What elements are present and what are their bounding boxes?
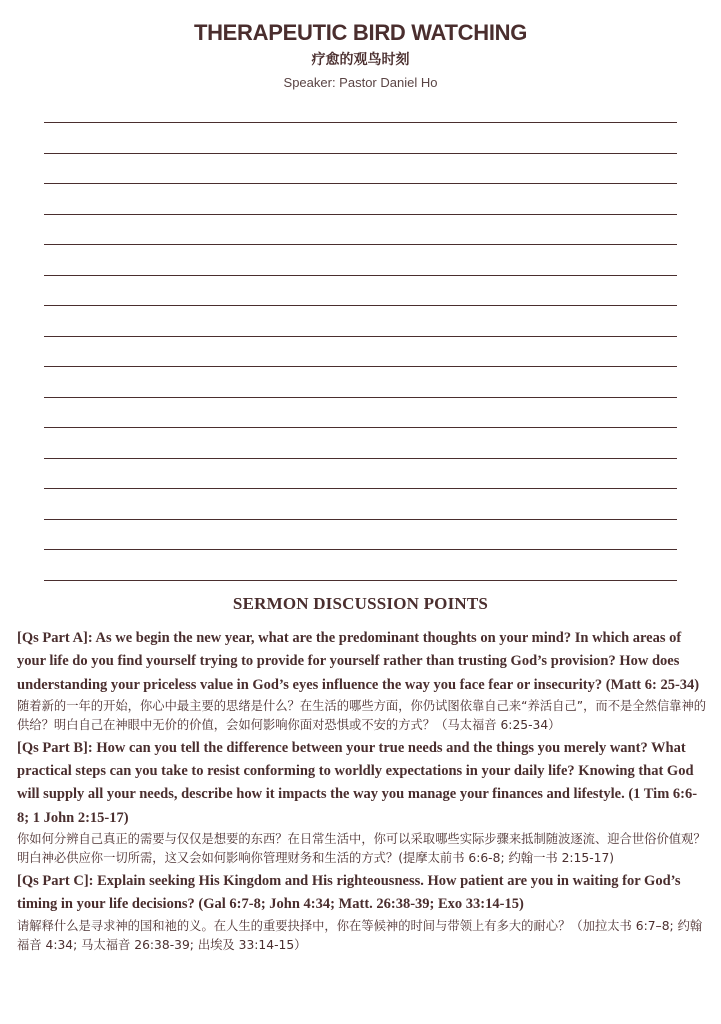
note-lines (44, 122, 677, 610)
note-line (44, 214, 677, 215)
note-line (44, 519, 677, 520)
discussion-title: SERMON DISCUSSION POINTS (232, 594, 489, 613)
note-line (44, 305, 677, 306)
note-line (44, 397, 677, 398)
note-line (44, 244, 677, 245)
chinese-subtitle: 疗愈的观鸟时刻 (311, 52, 410, 68)
note-line (44, 153, 677, 154)
page-title: THERAPEUTIC BIRD WATCHING (193, 20, 528, 45)
note-line (44, 336, 677, 337)
question-c-chinese: 请解释什么是寻求神的国和祂的义。在人生的重要抉择中，你在等候神的时间与带领上有多大的耐心？（加拉太书 6:7–8; 约翰福音 4:34; 马太福音 26:38-39; 出埃及 33:14-15） (17, 918, 703, 952)
question-a-english: [Qs Part A]: As we begin the new year, what are the predominant thoughts on your mind? In which areas of your life do you find yourself trying to provide for yourself rather than trusting God’s provision? How does understanding your priceless value in God’s eyes influence the way you face fear or insecurity? (Matt 6: 25-34) (17, 630, 700, 693)
question-b-chinese: 你如何分辨自己真正的需要与仅仅是想要的东西？在日常生活中，你可以采取哪些实际步骤来抵制随波逐流、迎合世俗价值观？明白神必供应你一切所需，这又会如何影响你管理财务和生活的方式？(提摩太前书 6:6-8; 约翰一书 2:15-17) (17, 832, 706, 866)
question-c-english: [Qs Part C]: Explain seeking His Kingdom and His righteousness. How patient are you in waiting for God’s timing in your life decisions? (Gal 6:7-8; John 4:34; Matt. 26:38-39; Exo 33:14-15) (17, 873, 681, 913)
note-line (44, 275, 677, 276)
note-line (44, 458, 677, 459)
header (0, 18, 721, 92)
note-line (44, 366, 677, 367)
question-a-chinese: 随着新的一年的开始，你心中最主要的思绪是什么？在生活的哪些方面，你仍试图依靠自己来“养活自己”，而不是全然信靠神的供给？明白自己在神眼中无价的价值，会如何影响你面对恐惧或不安的方式？（马太福音 6:25-34） (17, 698, 707, 732)
note-line (44, 427, 677, 428)
note-line (44, 183, 677, 184)
discussion-points (17, 627, 707, 957)
note-line (44, 122, 677, 123)
note-line (44, 488, 677, 489)
note-line (44, 549, 677, 550)
note-line (44, 580, 677, 581)
question-b-english: [Qs Part B]: How can you tell the difference between your true needs and the things you merely want? What practical steps can you take to resist conforming to worldly expectations in your daily life? Knowing that God will supply all your needs, describe how it impacts the way you manage your finances and lifestyle. (1 Tim 6:6-8; 1 John 2:15-17) (17, 739, 698, 826)
speaker-line: Speaker: Pastor Daniel Ho (283, 75, 438, 90)
